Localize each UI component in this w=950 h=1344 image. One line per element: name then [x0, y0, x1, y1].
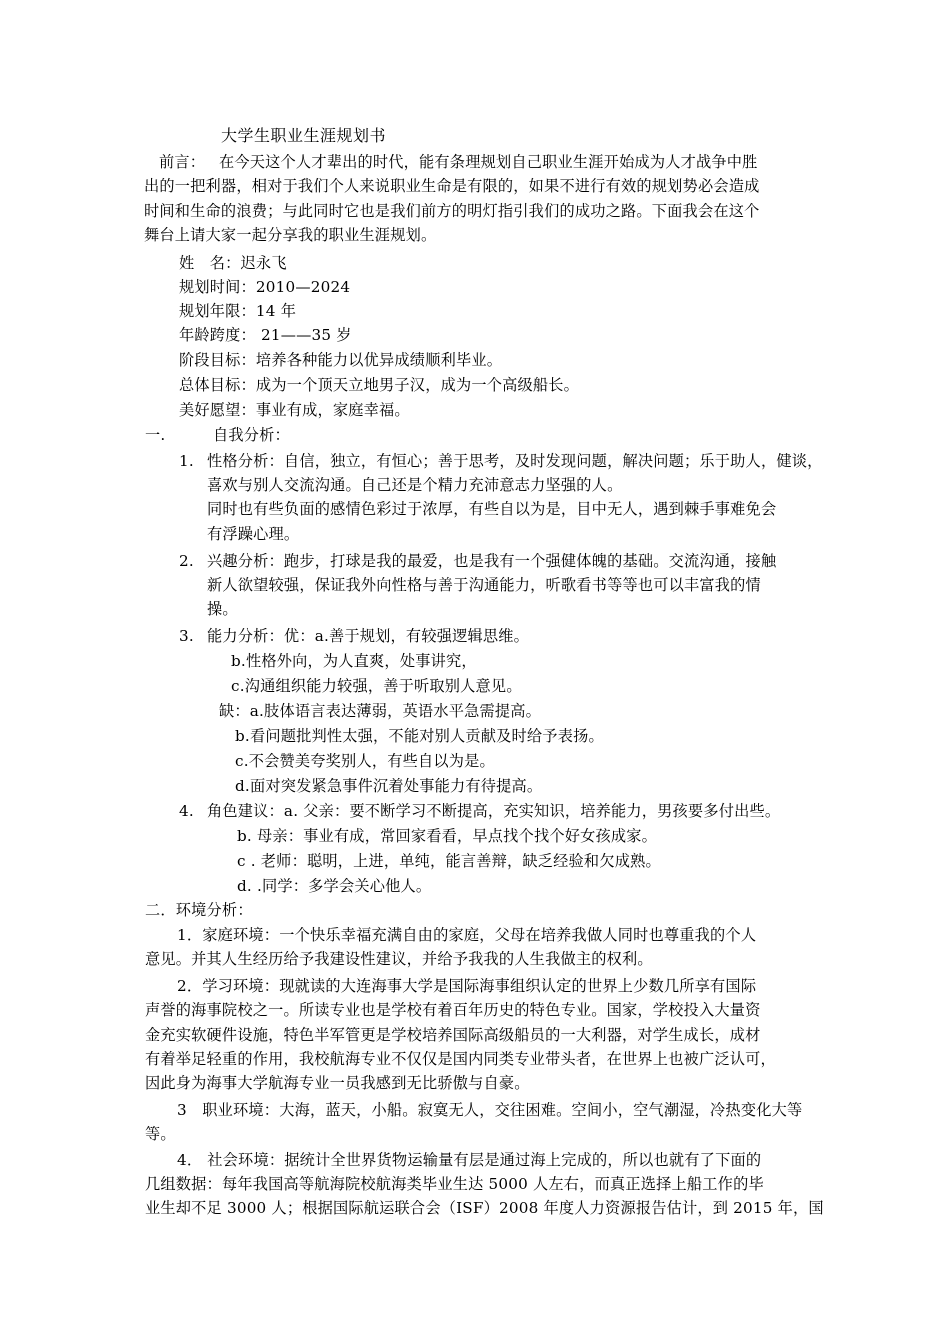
item3-line: b.性格外向，为人直爽，处事讲究，	[231, 652, 477, 670]
section2-line: 有着举足轻重的作用，我校航海专业不仅仅是国内同类专业带头者，在世界上也被广泛认可，	[145, 1050, 776, 1068]
info-wish: 美好愿望：事业有成，家庭幸福。	[179, 401, 410, 419]
document-title: 大学生职业生涯规划书	[221, 126, 387, 145]
section2-line: 等。	[145, 1125, 176, 1143]
item4-line: 角色建议：a. 父亲：要不断学习不断提高，充实知识，培养能力，男孩要多付出些。	[207, 802, 781, 820]
item3-line: 能力分析：优：a.善于规划，有较强逻辑思维。	[207, 627, 530, 645]
section2-heading: 二．环境分析：	[145, 901, 253, 919]
section2-line: 意见。并其人生经历给予我建设性建议，并给予我我的人生我做主的权利。	[145, 950, 653, 968]
intro-line: 时间和生命的浪费；与此同时它也是我们前方的明灯指引我们的成功之路。下面我会在这个	[144, 202, 760, 220]
item4-line: b. 母亲：事业有成，常回家看看，早点找个找个好女孩成家。	[237, 827, 658, 845]
section2-line: 3 职业环境：大海，蓝天，小船。寂寞无人，交往困难。空间小，空气潮湿，冷热变化大等	[177, 1101, 803, 1119]
info-years: 规划年限：14 年	[179, 302, 297, 320]
section2-line: 业生却不足 3000 人；根据国际航运联合会（ISF）2008 年度人力资源报告估计，到 2015 年，国	[145, 1199, 824, 1217]
intro-line: 出的一把利器，相对于我们个人来说职业生命是有限的，如果不进行有效的规划势必会造成	[144, 177, 760, 195]
item4-line: c . 老师：聪明，上进，单纯，能言善辩，缺乏经验和欠成熟。	[237, 852, 661, 870]
info-period: 规划时间：2010—2024	[179, 278, 351, 296]
item3-line: d.面对突发紧急事件沉着处事能力有待提高。	[235, 777, 543, 795]
info-stage-goal: 阶段目标：培养各种能力以优异成绩顺利毕业。	[179, 351, 503, 369]
section1-heading: 自我分析：	[213, 426, 290, 444]
info-name: 姓 名：迟永飞	[179, 254, 287, 272]
info-age-range: 年龄跨度： 21——35 岁	[179, 326, 352, 344]
section1-number: 一.	[145, 426, 166, 444]
item3-line: c.不会赞美夸奖别人，有些自以为是。	[235, 752, 495, 770]
section2-line: 声誉的海事院校之一。所读专业也是学校有着百年历史的特色专业。国家，学校投入大量资	[145, 1001, 761, 1019]
item1-line: 喜欢与别人交流沟通。自己还是个精力充沛意志力坚强的人。	[207, 476, 623, 494]
item2-line: 新人欲望较强，保证我外向性格与善于沟通能力，听歌看书等等也可以丰富我的情	[207, 576, 761, 594]
item3-line: c.沟通组织能力较强，善于听取别人意见。	[231, 677, 522, 695]
intro-line: 在今天这个人才辈出的时代，能有条理规划自己职业生涯开始成为人才战争中胜	[219, 153, 758, 171]
section2-line: 因此身为海事大学航海专业一员我感到无比骄傲与自豪。	[145, 1074, 530, 1092]
item1-line: 有浮躁心理。	[207, 525, 300, 543]
item3-line: b.看问题批判性太强，不能对别人贡献及时给予表扬。	[235, 727, 604, 745]
item2-number: 2.	[179, 552, 194, 570]
item2-line: 兴趣分析：跑步，打球是我的最爱，也是我有一个强健体魄的基础。交流沟通，接触	[207, 552, 777, 570]
item1-number: 1.	[179, 452, 194, 470]
item1-line: 性格分析：自信，独立，有恒心；善于思考，及时发现问题，解决问题；乐于助人，健谈，	[207, 452, 823, 470]
section2-line: 2．学习环境：现就读的大连海事大学是国际海事组织认定的世界上少数几所享有国际	[177, 977, 757, 995]
section2-line: 4． 社会环境：据统计全世界货物运输量有层是通过海上完成的，所以也就有了下面的	[177, 1151, 762, 1169]
item2-line: 操。	[207, 600, 238, 618]
item4-number: 4.	[179, 802, 194, 820]
intro-label: 前言：	[159, 153, 206, 171]
info-overall-goal: 总体目标：成为一个顶天立地男子汉，成为一个高级船长。	[179, 376, 580, 394]
item1-line: 同时也有些负面的感情色彩过于浓厚，有些自以为是，目中无人，遇到棘手事难免会	[207, 500, 777, 518]
section2-line: 金充实软硬件设施，特色半军管更是学校培养国际高级船员的一大利器，对学生成长，成材	[145, 1026, 761, 1044]
item3-number: 3.	[179, 627, 194, 645]
item3-line: 缺：a.肢体语言表达薄弱，英语水平急需提高。	[219, 702, 542, 720]
section2-line: 几组数据：每年我国高等航海院校航海类毕业生达 5000 人左右，而真正选择上船工作的毕	[145, 1175, 764, 1193]
intro-line: 舞台上请大家一起分享我的职业生涯规划。	[144, 226, 437, 244]
section2-line: 1．家庭环境：一个快乐幸福充满自由的家庭，父母在培养我做人同时也尊重我的个人	[177, 926, 757, 944]
item4-line: d. .同学：多学会关心他人。	[237, 877, 432, 895]
